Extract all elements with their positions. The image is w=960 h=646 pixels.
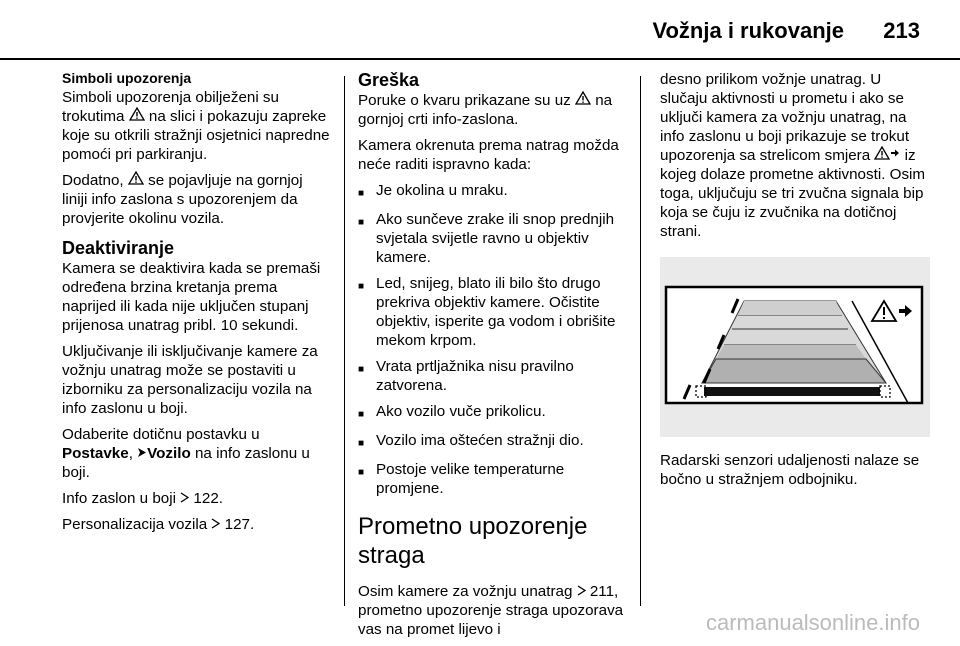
text: Led, snijeg, blato ili bilo što drugo prekriva objektiv kamere. Očistite objektiv, isperite ga vodom i obrišite mekom krpom.	[376, 275, 616, 349]
paragraph	[62, 171, 332, 228]
column-1	[62, 70, 332, 541]
text: 211, prometno upozorenje straga upozorava vas na promet lijevo i	[358, 583, 624, 638]
text: Vrata prtljažnika nisu pravilno zatvorena.	[376, 358, 574, 394]
bullet-list	[358, 181, 630, 498]
text: iz kojeg dolaze prometne aktivnosti. Osim toga, uključuju se tri zvučna signala bip koja se čuju iz zvučnika na dotičnoj strani.	[660, 147, 926, 240]
section-heading: Prometno upozorenje straga	[358, 513, 588, 569]
text: 122.	[189, 490, 223, 507]
paragraph	[62, 88, 332, 164]
header-rule	[0, 58, 960, 60]
bullet-icon: ■	[358, 188, 365, 199]
bullet-icon: ■	[358, 438, 365, 449]
paragraph: Kamera se deaktivira kada se premaši određena brzina kretanja prema naprijed ili kada nije uključen stupanj prijenosa unatrag pribl. 10 sekundi.	[62, 260, 321, 334]
text: Je okolina u mraku.	[376, 182, 508, 199]
list-item	[358, 210, 630, 267]
rear-traffic-alert-illustration	[660, 257, 930, 437]
paragraph	[358, 582, 630, 639]
text: ,	[128, 445, 138, 462]
paragraph	[660, 70, 930, 241]
text: na info zaslonu u boji.	[62, 445, 310, 481]
bullet-icon: ■	[358, 364, 365, 375]
text: na gornjoj crti info-zaslona.	[358, 92, 613, 128]
running-title: Vožnja i rukovanje	[652, 18, 844, 43]
text: Odaberite dotičnu postavku u	[62, 426, 260, 443]
error-heading: Greška	[358, 70, 420, 90]
cross-reference[interactable]	[62, 515, 332, 534]
list-item	[358, 181, 630, 203]
column-divider	[344, 76, 345, 606]
text: desno prilikom vožnje unatrag. U slučaju aktivnosti u prometu i ako se uključi kamera za vožnju unatrag, na info zaslonu u boji prikazuje se trokut upozorenja sa strelicom smjera	[660, 71, 910, 164]
page-number: 213	[883, 18, 920, 43]
bullet-icon: ■	[358, 467, 365, 478]
paragraph	[358, 91, 630, 129]
page-ref-arrow-icon	[577, 585, 586, 596]
list-item	[358, 402, 630, 424]
menu-path-vehicle: Vozilo	[147, 445, 191, 462]
column-3	[660, 70, 930, 496]
warning-triangle-icon	[128, 171, 144, 185]
text: Ako sunčeve zrake ili snop prednjih svjetala svijetle ravno u objektiv kamere.	[376, 211, 615, 266]
text: Postoje velike temperaturne promjene.	[376, 461, 565, 497]
bullet-icon: ■	[358, 409, 365, 420]
column-divider	[640, 76, 641, 606]
text: Ako vozilo vuče prikolicu.	[376, 403, 546, 420]
bullet-icon: ■	[358, 281, 365, 292]
column-2	[358, 70, 630, 646]
page-header	[0, 0, 960, 62]
list-item	[358, 460, 630, 498]
text: na slici i pokazuju zapreke koje su otkrili stražnji osjetnici napredne pomoći pri parkiranju.	[62, 108, 330, 163]
bullet-icon: ■	[358, 217, 365, 228]
list-item	[358, 431, 630, 453]
camera-view-figure	[660, 257, 930, 437]
paragraph	[62, 425, 332, 482]
text: se pojavljuje na gornjoj liniji info zaslona s upozorenjem da provjerite okolinu vozila.	[62, 172, 303, 227]
warning-triangle-icon	[129, 107, 145, 121]
list-item	[358, 274, 630, 350]
deactivation-heading: Deaktiviranje	[62, 238, 175, 258]
text: 127.	[220, 516, 255, 533]
warning-triangle-icon	[575, 91, 591, 105]
warning-symbols-heading: Simboli upozorenja	[62, 70, 192, 86]
text: Info zaslon u boji	[62, 490, 181, 507]
text: Osim kamere za vožnju unatrag	[358, 583, 577, 600]
menu-arrow-icon	[137, 447, 147, 458]
cross-reference[interactable]	[62, 489, 332, 508]
text: Vozilo ima oštećen stražnji dio.	[376, 432, 584, 449]
text: Simboli upozorenja obilježeni su trokutima	[62, 89, 279, 125]
text: Poruke o kvaru prikazane su uz	[358, 92, 575, 109]
text: Dodatno,	[62, 172, 128, 189]
paragraph: Uključivanje ili isključivanje kamere za vožnju unatrag može se postaviti u izborniku za personalizaciju vozila na info zaslonu u boji.	[62, 343, 318, 417]
paragraph: Kamera okrenuta prema natrag možda neće raditi ispravno kada:	[358, 137, 619, 173]
text: Personalizacija vozila	[62, 516, 212, 533]
list-item	[358, 357, 630, 395]
page-ref-arrow-icon	[180, 492, 189, 503]
menu-path-settings: Postavke	[62, 445, 129, 462]
warning-triangle-arrow-icon	[874, 146, 900, 160]
watermark: carmanualsonline.info	[705, 610, 920, 635]
figure-caption: Radarski senzori udaljenosti nalaze se bočno u stražnjem odbojniku.	[660, 452, 920, 488]
